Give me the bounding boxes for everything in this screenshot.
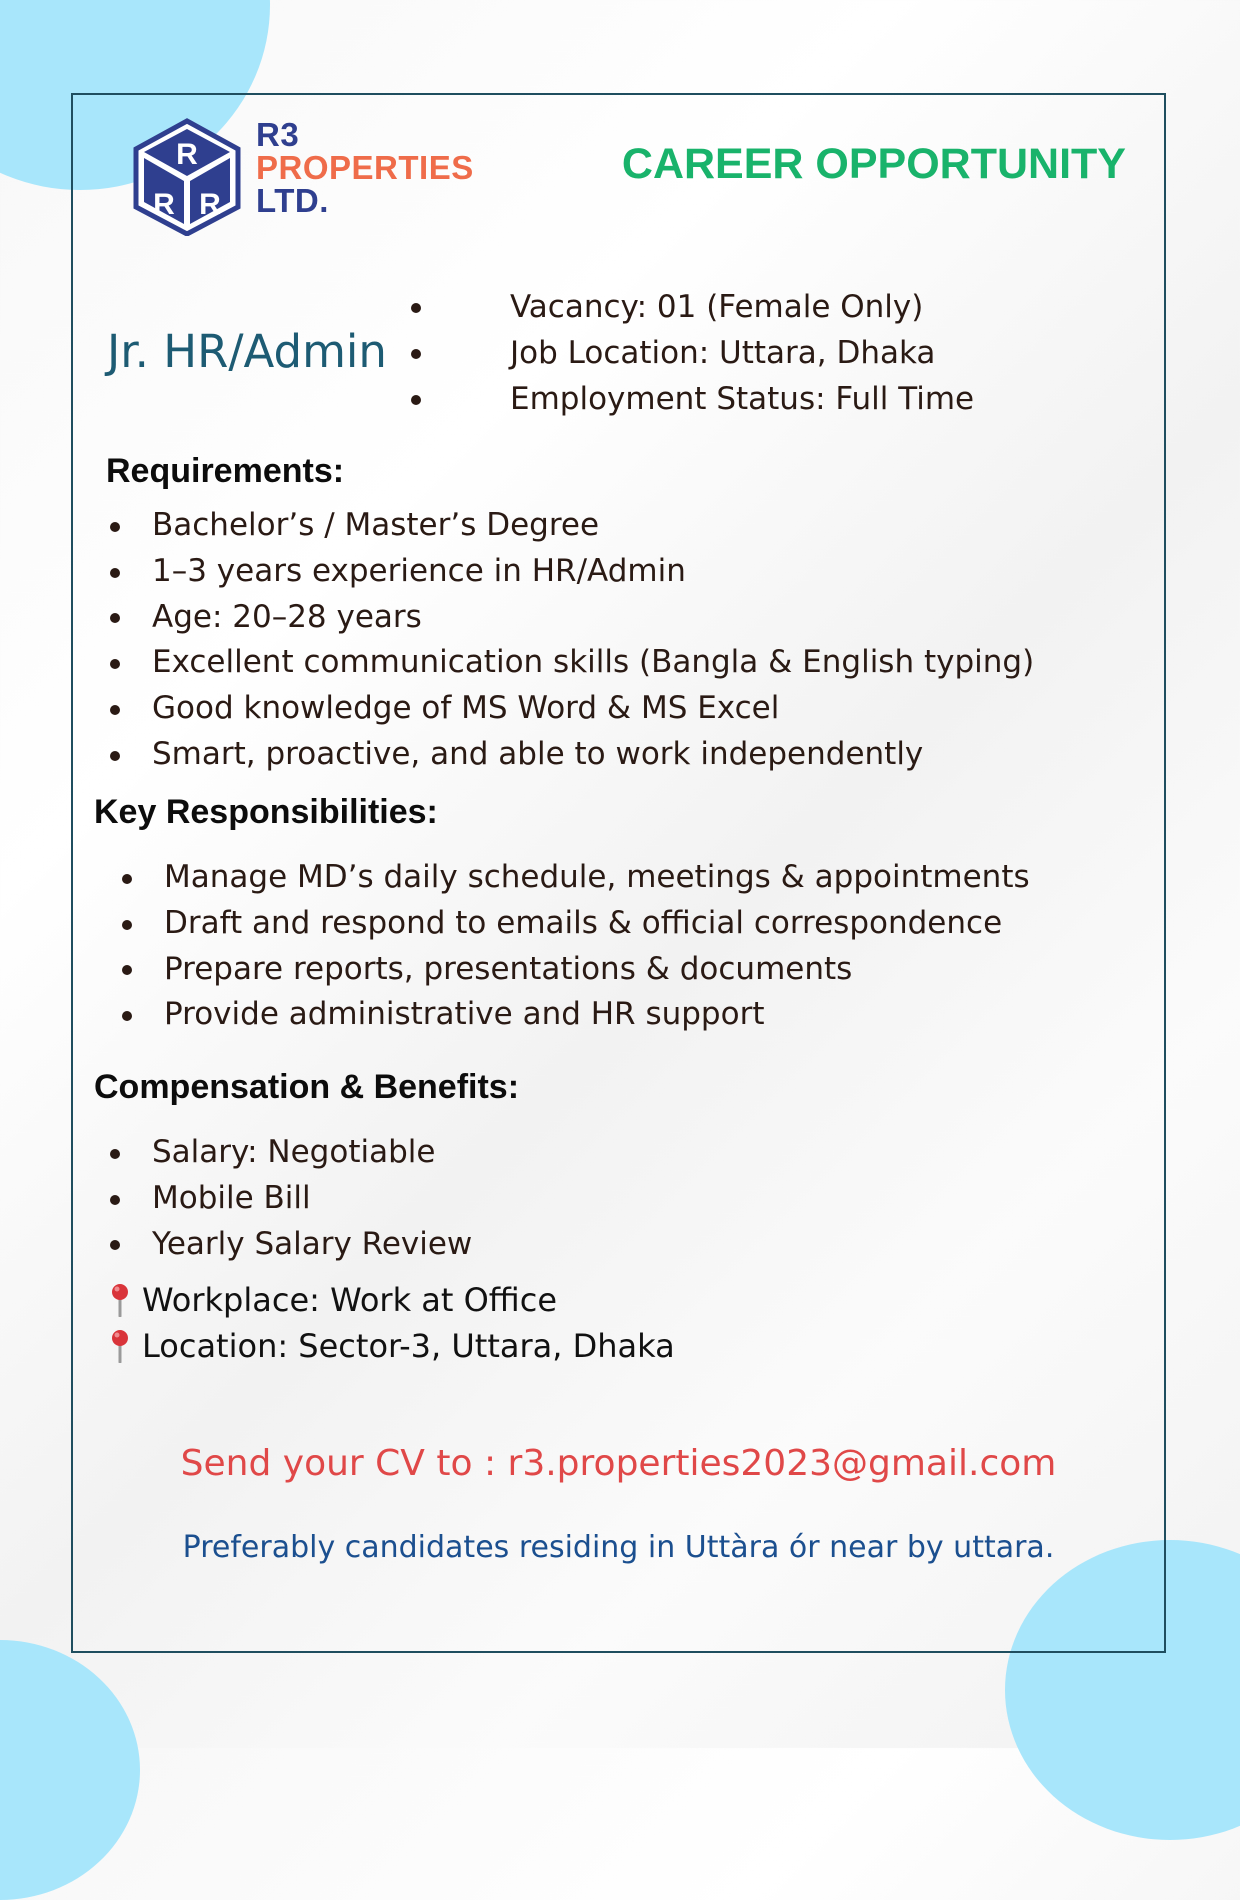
bullet-icon [411,349,421,359]
list-item [164,947,1030,993]
location-text: Location: Sector-3, Uttara, Dhaka [142,1327,675,1365]
requirements-heading: Requirements: [106,452,345,490]
company-name [256,118,474,217]
requirements-list [152,503,1034,778]
bullet-icon [411,303,421,313]
map-pin-icon [110,1283,130,1317]
requirement-text: Smart, proactive, and able to work independently [152,735,924,772]
list-item [152,1222,472,1268]
workplace-text: Workplace: Work at Office [142,1281,558,1319]
list-item [463,330,974,376]
requirement-text: 1–3 years experience in HR/Admin [152,552,686,589]
corner-decoration-bottom-left [0,1640,140,1900]
bullet-icon [122,874,132,884]
responsibility-text: Draft and respond to emails & official correspondence [164,904,1003,941]
list-item [152,549,1034,595]
responsibility-text: Prepare reports, presentations & documents [164,950,853,987]
company-name-line3: LTD. [256,182,329,219]
logo-letter: R [199,188,221,221]
employment-status: Employment Status: Full Time [510,381,975,417]
company-logo-icon [132,118,242,236]
requirement-text: Bachelor’s / Master’s Degree [152,507,600,543]
list-item [152,595,1034,641]
list-item [152,1176,472,1222]
list-item [152,640,1034,686]
list-item [164,901,1030,947]
benefit-text: Salary: Negotiable [152,1134,436,1170]
location-row [110,1323,675,1369]
send-cv-text: Send your CV to : r3.properties2023@gmail.com [180,1443,1057,1484]
company-name-line1: R3 [256,116,300,153]
page-title: CAREER OPPORTUNITY [621,140,1126,188]
bullet-icon [110,568,120,578]
job-vacancy: Vacancy: 01 (Female Only) [510,289,924,325]
list-item [152,1130,472,1176]
requirement-text: Good knowledge of MS Word & MS Excel [152,690,780,727]
job-title: Jr. HR/Admin [107,325,387,378]
preference-note: Preferably candidates residing in Uttàra ór near by uttara. [182,1530,1055,1565]
workplace-row [110,1277,557,1323]
benefit-text: Yearly Salary Review [152,1225,473,1262]
logo-letter: R [176,138,198,171]
responsibility-text: Provide administrative and HR support [164,996,765,1033]
list-item [152,686,1034,732]
bullet-icon [110,751,120,761]
list-item [152,503,1034,549]
list-item [164,992,1030,1038]
company-name-line2: PROPERTIES [256,149,474,186]
bullet-icon [122,920,132,930]
bullet-icon [110,1195,120,1205]
logo-letter: R [153,188,175,221]
list-item [463,376,974,422]
responsibility-text: Manage MD’s daily schedule, meetings & appointments [164,859,1030,895]
list-item [152,732,1034,778]
bullet-icon [411,395,421,405]
bullet-icon [110,522,120,532]
job-meta-list [510,284,974,422]
responsibilities-heading: Key Responsibilities: [94,793,438,831]
requirement-text: Excellent communication skills (Bangla & English typing) [152,644,1035,681]
job-location: Job Location: Uttara, Dhaka [510,335,936,371]
requirement-text: Age: 20–28 years [152,598,422,635]
bullet-icon [110,1149,120,1159]
responsibilities-list [164,855,1030,1038]
compensation-list [152,1130,472,1267]
benefit-text: Mobile Bill [152,1179,311,1216]
list-item [463,284,974,330]
list-item [164,855,1030,901]
map-pin-icon [110,1329,130,1363]
compensation-heading: Compensation & Benefits: [94,1068,520,1106]
